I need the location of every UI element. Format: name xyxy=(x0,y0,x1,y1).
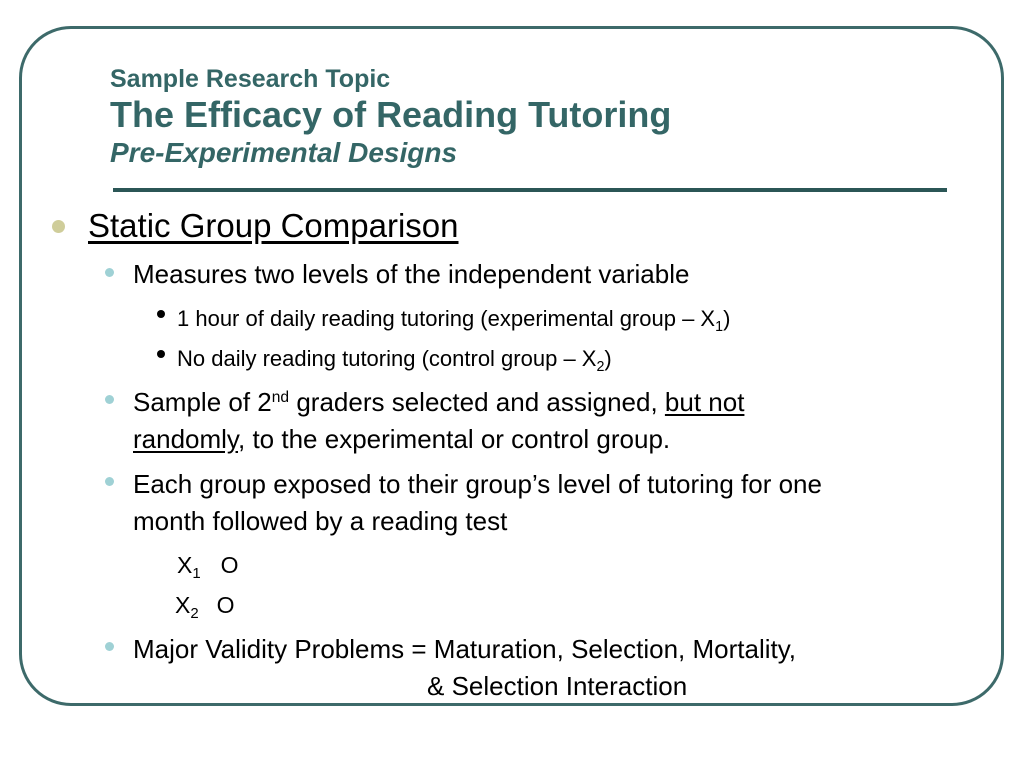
bullet-each-group-line2: month followed by a reading test xyxy=(133,506,508,536)
bullet-measures: Measures two levels of the independent variable xyxy=(133,259,690,289)
subscript-1: 1 xyxy=(715,319,724,335)
bullet-sample-line1 xyxy=(133,384,744,425)
bullet-validity-line1: Major Validity Problems = Maturation, Selection, Mortality, xyxy=(133,634,797,664)
design-subscript-1: 1 xyxy=(192,565,201,583)
title-line-main: The Efficacy of Reading Tutoring xyxy=(110,94,672,135)
design-o: O xyxy=(220,552,239,578)
heading-static-group-comparison: Static Group Comparison xyxy=(88,207,459,244)
sample-text-c: , to the experimental or control group. xyxy=(238,424,671,454)
title-line-designs: Pre-Experimental Designs xyxy=(110,137,458,168)
bullet-dot-icon xyxy=(105,477,114,486)
bullet-dot-icon xyxy=(157,310,165,318)
control-group-text: No daily reading tutoring (control group – X xyxy=(177,346,597,371)
design-x: X xyxy=(175,592,191,618)
closing-paren: ) xyxy=(723,306,731,331)
superscript-nd: nd xyxy=(271,389,290,407)
subscript-2: 2 xyxy=(596,359,605,375)
bullet-validity-line2: & Selection Interaction xyxy=(427,671,688,701)
design-x: X xyxy=(177,552,193,578)
design-o: O xyxy=(216,592,235,618)
design-row-x1 xyxy=(177,550,239,584)
closing-paren: ) xyxy=(604,346,612,371)
design-subscript-2: 2 xyxy=(190,605,199,623)
bullet-dot-icon xyxy=(105,395,114,404)
bullet-dot-icon xyxy=(105,268,114,277)
bullet-sample-line2 xyxy=(133,421,670,458)
bullet-dot-icon xyxy=(52,220,65,233)
bullet-dot-icon xyxy=(105,642,114,651)
bullet-experimental-group xyxy=(177,304,730,337)
sample-text-a: Sample of 2 xyxy=(133,387,272,417)
underlined-but-not: but not xyxy=(664,387,745,417)
underlined-randomly: randomly xyxy=(133,424,239,454)
bullet-dot-icon xyxy=(157,350,165,358)
sample-text-b: graders selected and assigned, xyxy=(289,387,665,417)
bullet-control-group xyxy=(177,344,612,377)
bullet-each-group-line1: Each group exposed to their group’s level of tutoring for one xyxy=(133,469,822,499)
title-line-topic: Sample Research Topic xyxy=(110,65,391,93)
design-row-x2 xyxy=(175,590,235,624)
experimental-group-text: 1 hour of daily reading tutoring (experimental group – X xyxy=(177,306,716,331)
